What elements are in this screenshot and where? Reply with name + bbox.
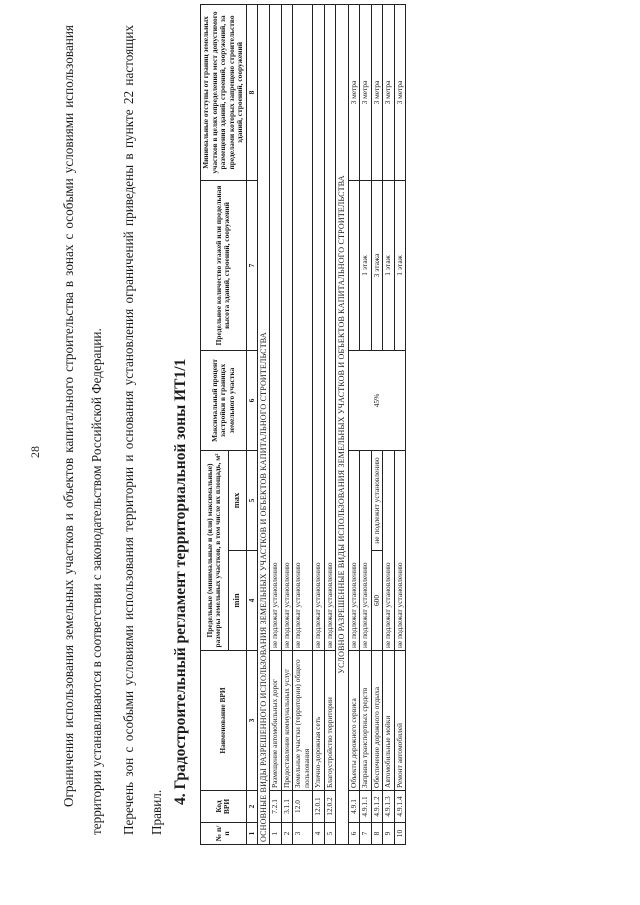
row-name: Заправка транспортных средств (360, 651, 372, 791)
row-floors: 1 этаж (383, 180, 395, 350)
col-number: 5 (246, 450, 258, 550)
row-code: 4.9.1.3 (383, 791, 395, 823)
section-row-main (258, 4, 270, 844)
col-number: 1 (246, 823, 258, 845)
row-value: не подлежат установлению (383, 450, 395, 650)
row-name: Ремонт автомобилей (394, 651, 406, 791)
header-max: max (228, 450, 246, 550)
row-setback: 3 метра (360, 4, 372, 180)
col-number: 8 (246, 4, 258, 180)
row-number: 7 (360, 823, 372, 845)
row-setback: 3 метра (394, 4, 406, 180)
row-number: 4 (313, 823, 325, 845)
row-floors: 3 этажа (371, 180, 383, 350)
row-number: 1 (270, 823, 282, 845)
header-setback: Минимальные отступы от границ земельных участков в целях определения мест допустимого размещения зданий, строений, сооружений, за пределами которых запрещено строительство зданий, строений, сооружений (201, 4, 247, 180)
row-code: 4.9.1.2 (371, 791, 383, 823)
row-name: Автомобильные мойки (383, 651, 395, 791)
table-row (324, 4, 336, 844)
page-number: 28 (28, 446, 42, 458)
row-setback: 3 метра (383, 4, 395, 180)
row-number: 9 (383, 823, 395, 845)
header-row (201, 4, 229, 844)
header-min: min (228, 551, 246, 651)
col-number: 2 (246, 791, 258, 823)
header-code: Код ВРИ (201, 791, 247, 823)
section-title-conditional: УСЛОВНО РАЗРЕШЕННЫЕ ВИДЫ ИСПОЛЬЗОВАНИЯ ЗЕМЕЛЬНЫХ УЧАСТКОВ И ОБЪЕКТОВ КАПИТАЛЬНОГО СТРОИТЕЛЬСТВА (336, 4, 348, 844)
table-row (270, 4, 282, 844)
regulation-table (200, 4, 406, 845)
row-name: Объекты дорожного сервиса (348, 651, 360, 791)
row-code: 12.0 (293, 791, 313, 823)
row-value: не подлежат установлению (348, 450, 360, 650)
section-row-conditional (336, 4, 348, 844)
header-number: № п/п (201, 823, 247, 845)
section-heading: 4. Градостроительный регламент территориальной зоны ИТ1/1 (172, 358, 189, 805)
row-code: 3.1.1 (281, 791, 293, 823)
row-name: Обеспечение дорожного отдыха (371, 651, 383, 791)
row-code: 12.0.2 (324, 791, 336, 823)
row-code: 4.9.1 (348, 791, 360, 823)
paragraph-zones-list: Перечень зон с особыми условиями использования территории и основания установления ограничений приведены в пункте 22 настоящих Правил. (121, 25, 164, 835)
header-name: Наименование ВРИ (201, 651, 247, 791)
row-number: 5 (324, 823, 336, 845)
column-number-row (246, 4, 258, 844)
row-name: Улично-дорожная сеть (313, 651, 325, 791)
header-percent: Максимальный процент застройки в границах земельного участка (201, 350, 247, 450)
col-number: 7 (246, 180, 258, 350)
row-value: не подлежат установлению (394, 450, 406, 650)
row-code: 4.9.1.4 (394, 791, 406, 823)
row-code: 4.9.1.1 (360, 791, 372, 823)
row-floors (348, 180, 360, 350)
row-name: Размещение автомобильных дорог (270, 651, 282, 791)
row-value: не подлежат установлению (270, 4, 282, 650)
section-title-main: ОСНОВНЫЕ ВИДЫ РАЗРЕШЕННОГО ИСПОЛЬЗОВАНИЯ ЗЕМЕЛЬНЫХ УЧАСТКОВ И ОБЪЕКТОВ КАПИТАЛЬНОГО СТРОИТЕЛЬСТВА (258, 4, 270, 844)
row-name: Предоставление коммунальных услуг (281, 651, 293, 791)
paragraph-restrictions: Ограничения использования земельных участков и объектов капитального строительства в зонах с особыми условиями использования территории устанавливаются в соответствии с законодательством Российской Федерации. (61, 25, 104, 835)
row-setback: 3 метра (371, 4, 383, 180)
row-number: 10 (394, 823, 406, 845)
row-floors: 1 этаж (360, 180, 372, 350)
row-value: не подлежат установлению (324, 4, 336, 650)
table-row (313, 4, 325, 844)
col-number: 3 (246, 651, 258, 791)
row-number: 3 (293, 823, 313, 845)
table-row (293, 4, 313, 844)
row-setback: 3 метра (348, 4, 360, 180)
row-value: не подлежат установлению (313, 4, 325, 650)
row-code: 12.0.1 (313, 791, 325, 823)
header-plot-size: Предельные (минимальные и (или) максимальные) размеры земельных участков, в том числе их площадь, м² (201, 450, 229, 650)
row-value: не подлежат установлению (293, 4, 313, 650)
row-number: 2 (281, 823, 293, 845)
header-floors: Предельное количество этажей или предельная высота зданий, строений, сооружений (201, 180, 247, 350)
row-name: Благоустройство территории (324, 651, 336, 791)
row-max: не подлежит установлению (371, 450, 383, 550)
row-number: 6 (348, 823, 360, 845)
col-number: 6 (246, 350, 258, 450)
col-number: 4 (246, 551, 258, 651)
table-row (281, 4, 293, 844)
row-value: не подлежат установлению (360, 450, 372, 650)
row-floors: 1 этаж (394, 180, 406, 350)
table-row (348, 4, 360, 844)
row-number: 8 (371, 823, 383, 845)
row-value: не подлежат установлению (281, 4, 293, 650)
row-min: 600 (371, 551, 383, 651)
build-percent: 45% (348, 350, 406, 450)
row-name: Земельные участки (территории) общего пользования (293, 651, 313, 791)
row-code: 7.2.1 (270, 791, 282, 823)
